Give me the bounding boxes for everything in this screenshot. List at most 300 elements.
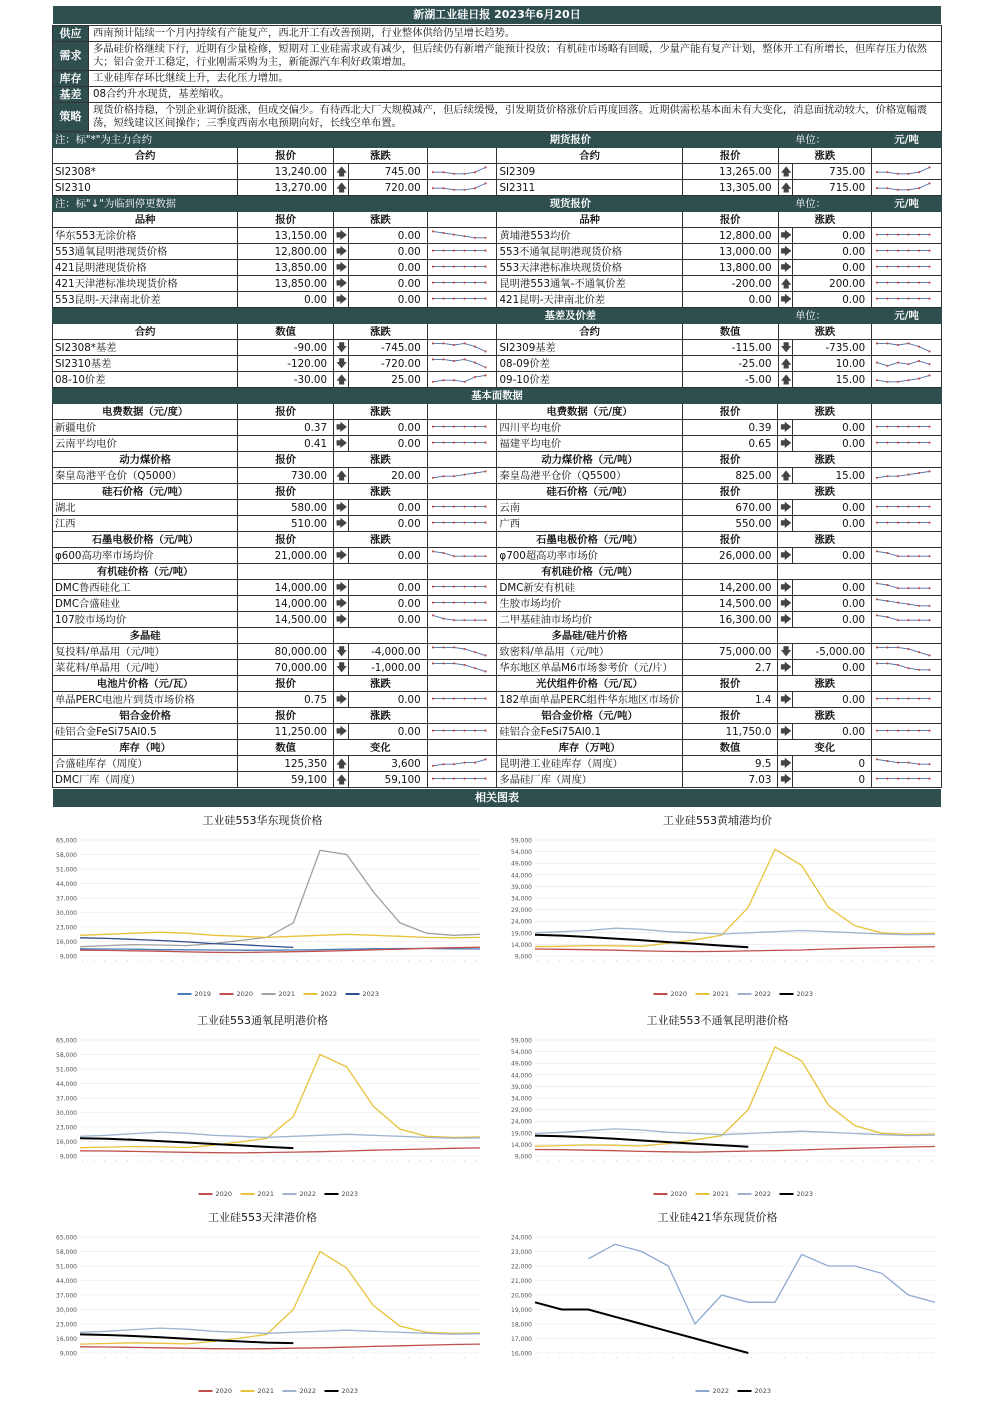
x-tick-mark: · — [715, 1160, 722, 1162]
column-header: 报价 — [682, 212, 778, 228]
section-title: 基本面数据 — [53, 389, 942, 404]
sparkline-point — [474, 522, 476, 524]
sub-header: 多晶硅 — [53, 628, 238, 644]
arrow-right-icon: 🡆 — [778, 724, 793, 740]
sub-header: 石墨电极价格（元/吨） — [497, 532, 682, 548]
column-header: 涨跌 — [778, 148, 872, 164]
sparkline-point — [897, 619, 899, 621]
item-change: 0 — [792, 772, 871, 788]
x-tick-mark: · — [636, 1357, 643, 1359]
item-value: 125,350 — [238, 756, 334, 772]
x-tick-mark: · — [158, 1160, 165, 1162]
sparkline-point — [928, 442, 930, 444]
column-header — [872, 484, 942, 500]
x-tick-mark: · — [102, 1160, 109, 1162]
arrow-right-icon: 🡆 — [334, 244, 349, 260]
section-bar — [53, 389, 942, 404]
x-tick-mark: · — [647, 960, 654, 962]
x-tick-mark: · — [417, 1357, 424, 1359]
sparkline-point — [928, 555, 930, 557]
x-tick-mark: · — [147, 1160, 154, 1162]
y-tick-label: 49,000 — [511, 1060, 532, 1068]
x-tick-mark: · — [771, 1357, 778, 1359]
sparkline-point — [908, 363, 910, 365]
legend-label: 2020 — [236, 990, 254, 998]
item-value: 0.41 — [238, 436, 334, 452]
item-name: 云南平均电价 — [53, 436, 238, 452]
column-header — [778, 628, 872, 644]
item-value: 510.00 — [238, 516, 334, 532]
x-tick-mark: · — [102, 960, 109, 962]
column-header — [238, 564, 334, 580]
item-change: 3,600 — [348, 756, 427, 772]
trend-sparkline — [872, 756, 942, 772]
column-header — [872, 740, 942, 756]
legend-label: 2021 — [257, 1190, 275, 1198]
item-name: 致密料/单晶用（元/吨） — [497, 644, 682, 660]
sparkline-point — [928, 587, 930, 589]
sparkline — [877, 167, 930, 173]
column-header: 报价 — [238, 404, 334, 420]
x-tick-mark: · — [203, 1160, 210, 1162]
sparkline-point — [897, 234, 899, 236]
arrow-right-icon: 🡆 — [334, 500, 349, 516]
summary-row — [53, 87, 942, 103]
item-name: 江西 — [53, 516, 238, 532]
sparkline-point — [876, 477, 878, 479]
trend-sparkline — [872, 692, 942, 708]
x-tick-mark: · — [681, 960, 688, 962]
item-name: DMC鲁西硅化工 — [53, 580, 238, 596]
item-name: 182单面单晶PERC组件华东地区市场价 — [497, 692, 682, 708]
x-tick-mark: · — [91, 1357, 98, 1359]
item-change: 59,100 — [348, 772, 427, 788]
x-tick-mark: · — [338, 1357, 345, 1359]
trend-sparkline — [872, 244, 942, 260]
x-tick-mark: · — [260, 1357, 267, 1359]
sparkline-point — [463, 698, 465, 700]
sparkline-point — [876, 298, 878, 300]
x-tick-mark: · — [917, 1160, 924, 1162]
x-tick-mark: · — [271, 1160, 278, 1162]
table-row — [53, 644, 942, 660]
sparkline-point — [918, 555, 920, 557]
sparkline-point — [484, 282, 486, 284]
sparkline — [433, 551, 486, 556]
y-tick-label: 21,000 — [511, 1278, 532, 1285]
item-change: 0.00 — [792, 500, 871, 516]
sparkline — [877, 583, 930, 588]
sparkline-point — [897, 555, 899, 557]
x-tick-mark: · — [838, 1357, 845, 1359]
x-tick-mark: · — [248, 1160, 255, 1162]
column-header: 涨跌 — [778, 676, 872, 692]
sparkline-point — [484, 250, 486, 252]
series-line-2022 — [535, 1129, 935, 1136]
item-change: 20.00 — [348, 468, 427, 484]
arrow-up-icon: 🡅 — [778, 372, 793, 388]
item-name: 华东553无涂价格 — [53, 228, 238, 244]
item-change: 720.00 — [348, 180, 427, 196]
sparkline-point — [453, 602, 455, 604]
unit-label: 单位： — [793, 133, 872, 148]
item-value: 11,750.0 — [682, 724, 778, 740]
item-value: 14,000.00 — [238, 580, 334, 596]
sparkline-point — [474, 667, 476, 669]
x-tick-mark: · — [158, 960, 165, 962]
arrow-right-icon: 🡆 — [778, 660, 793, 676]
x-tick-mark: · — [557, 1160, 564, 1162]
trend-sparkline — [872, 180, 942, 196]
summary-label: 供应 — [53, 26, 89, 42]
x-tick-mark: · — [350, 960, 357, 962]
arrow-right-icon: 🡆 — [334, 276, 349, 292]
x-tick-mark: · — [91, 960, 98, 962]
x-tick-mark: · — [895, 1357, 902, 1359]
x-tick-mark: · — [305, 1160, 312, 1162]
item-value: 7.03 — [682, 772, 778, 788]
x-tick-mark: · — [568, 960, 575, 962]
trend-sparkline — [872, 164, 942, 180]
x-tick-mark: · — [305, 960, 312, 962]
column-header — [427, 324, 497, 340]
sparkline-point — [453, 344, 455, 346]
sparkline-point — [887, 266, 889, 268]
sparkline-point — [876, 234, 878, 236]
x-tick-mark: · — [883, 960, 890, 962]
x-tick-mark: · — [613, 1357, 620, 1359]
sparkline-point — [929, 363, 931, 365]
arrow-right-icon: 🡆 — [778, 596, 793, 612]
column-header: 报价 — [238, 212, 334, 228]
sparkline-point — [886, 616, 888, 618]
chart-plot — [495, 1223, 940, 1399]
table-row — [53, 548, 942, 564]
sparkline-point — [897, 344, 899, 346]
sparkline-point — [908, 266, 910, 268]
sparkline-point — [474, 619, 476, 621]
column-header — [872, 564, 942, 580]
line-chart — [40, 1209, 485, 1399]
item-name: SI2311 — [497, 180, 682, 196]
sparkline-point — [886, 442, 888, 444]
x-tick-mark: · — [692, 1357, 699, 1359]
x-tick-mark: · — [872, 1160, 879, 1162]
sparkline-point — [432, 442, 434, 444]
sparkline-point — [442, 250, 444, 252]
column-header: 合约 — [53, 324, 238, 340]
sparkline-point — [484, 619, 486, 621]
summary-text: 西南预计陆续一个月内持续有产能复产，西北开工有改善预期，行业整体供给仍呈增长趋势。 — [89, 26, 942, 42]
sparkline-point — [484, 670, 486, 672]
unit-label: 单位： — [793, 309, 872, 324]
y-tick-label: 24,000 — [511, 918, 532, 926]
x-tick-mark: · — [557, 960, 564, 962]
x-tick-mark: · — [451, 960, 458, 962]
y-tick-label: 19,000 — [511, 930, 532, 938]
arrow-right-icon: 🡆 — [778, 500, 793, 516]
table-row — [53, 500, 942, 516]
sparkline-point — [484, 586, 486, 588]
sparkline-point — [876, 266, 878, 268]
x-tick-mark: · — [316, 1357, 323, 1359]
chart-title: 工业硅553黄埔港均价 — [663, 814, 772, 827]
trend-sparkline — [427, 356, 497, 372]
sparkline-point — [887, 381, 889, 383]
trend-sparkline — [872, 500, 942, 516]
sparkline-point — [432, 506, 434, 508]
column-header: 报价 — [682, 676, 778, 692]
sparkline-point — [908, 250, 910, 252]
sparkline-point — [432, 778, 434, 780]
x-tick-mark: · — [827, 1160, 834, 1162]
trend-sparkline — [427, 548, 497, 564]
sparkline-point — [918, 234, 920, 236]
item-value: 13,800.00 — [682, 260, 778, 276]
item-change: 0.00 — [792, 612, 871, 628]
sparkline — [877, 759, 930, 764]
x-tick-mark: · — [102, 1357, 109, 1359]
sparkline-point — [453, 298, 455, 300]
sparkline-point — [453, 778, 455, 780]
item-value: -115.00 — [682, 340, 778, 356]
column-header: 报价 — [238, 148, 334, 164]
sparkline-point — [463, 555, 465, 557]
sparkline-point — [876, 758, 878, 760]
trend-sparkline — [427, 276, 497, 292]
x-tick-mark: · — [872, 1357, 879, 1359]
item-change: 0.00 — [793, 260, 872, 276]
sparkline-point — [929, 266, 931, 268]
y-tick-label: 16,000 — [56, 1336, 77, 1343]
item-name: 湖北 — [53, 500, 238, 516]
item-name: 昆明港553通氧-不通氧价差 — [497, 276, 682, 292]
sub-header: 光伏组件价格（元/瓦） — [497, 676, 682, 692]
column-header: 合约 — [497, 148, 682, 164]
x-tick-mark: · — [181, 1160, 188, 1162]
y-tick-label: 23,000 — [56, 1124, 77, 1132]
x-tick-mark: · — [181, 1357, 188, 1359]
x-tick-mark: · — [625, 960, 632, 962]
x-tick-mark: · — [338, 1160, 345, 1162]
sparkline-point — [453, 555, 455, 557]
item-value: 1.4 — [682, 692, 778, 708]
line-chart — [495, 812, 940, 1002]
y-tick-label: 23,000 — [511, 1249, 532, 1256]
sparkline-point — [432, 381, 434, 383]
sparkline-point — [887, 171, 889, 173]
sparkline-point — [897, 250, 899, 252]
basis-table — [52, 308, 942, 388]
sparkline-point — [442, 618, 444, 620]
y-tick-label: 9,000 — [514, 1153, 532, 1161]
x-tick-mark: · — [838, 1160, 845, 1162]
chart-plot — [40, 1223, 485, 1399]
sparkline-point — [484, 555, 486, 557]
trend-sparkline — [427, 468, 497, 484]
sparkline-point — [897, 282, 899, 284]
sparkline-point — [918, 522, 920, 524]
trend-sparkline — [872, 372, 942, 388]
x-tick-mark: · — [591, 960, 598, 962]
column-header: 数值 — [682, 324, 778, 340]
item-value: 0.39 — [682, 420, 778, 436]
arrow-up-icon: 🡅 — [778, 164, 793, 180]
sparkline-point — [897, 362, 899, 364]
item-value: 13,000.00 — [682, 244, 778, 260]
x-tick-mark: · — [872, 960, 879, 962]
sparkline-point — [484, 778, 486, 780]
table-row — [53, 372, 942, 388]
sparkline-point — [907, 698, 909, 700]
sparkline-point — [474, 506, 476, 508]
item-value: -120.00 — [238, 356, 334, 372]
sparkline-point — [907, 778, 909, 780]
sub-header-row — [53, 404, 942, 420]
table-row — [53, 164, 942, 180]
trend-sparkline — [427, 164, 497, 180]
sparkline-point — [453, 586, 455, 588]
section-title: 现货报价 — [348, 197, 792, 212]
column-header: 报价 — [682, 708, 778, 724]
arrow-up-icon: 🡅 — [334, 164, 349, 180]
sparkline-point — [918, 669, 920, 671]
item-change: 15.00 — [792, 468, 871, 484]
x-tick-mark: · — [293, 960, 300, 962]
y-tick-label: 51,000 — [56, 866, 77, 874]
sparkline-point — [918, 619, 920, 621]
sparkline-point — [463, 762, 465, 764]
sparkline-point — [432, 342, 434, 344]
sparkline-point — [897, 506, 899, 508]
item-change: 15.00 — [793, 372, 872, 388]
column-header: 报价 — [682, 484, 778, 500]
y-tick-label: 58,000 — [56, 1249, 77, 1256]
sparkline-point — [907, 426, 909, 428]
x-tick-mark: · — [658, 960, 665, 962]
report — [52, 5, 942, 808]
arrow-right-icon: 🡆 — [778, 692, 793, 708]
sparkline — [877, 361, 930, 366]
x-tick-mark: · — [136, 1357, 143, 1359]
arrow-right-icon: 🡆 — [334, 420, 349, 436]
item-change: 0.00 — [348, 420, 427, 436]
item-change: 0.00 — [792, 596, 871, 612]
chart-title: 工业硅553通氧昆明港价格 — [197, 1014, 328, 1027]
section-bar — [53, 133, 942, 148]
item-value: 0.75 — [238, 692, 334, 708]
trend-sparkline — [427, 340, 497, 356]
sparkline-point — [484, 298, 486, 300]
sparkline-point — [887, 298, 889, 300]
sparkline-point — [432, 614, 434, 616]
x-tick-mark: · — [474, 1160, 480, 1162]
x-tick-mark: · — [170, 1160, 177, 1162]
summary-text: 现货价格持稳，个别企业调价挺涨，但成交偏少。有待西北大厂大规模减产，但后续缓慢，引发期货价格涨价后再度回落。近期供需松基本面未有大变化，消息面扰动较大，价格宽幅震荡，短线建议区间操作；三季度西南水电预期向好，长线空单布置。 — [89, 103, 942, 132]
sub-header-row — [53, 628, 942, 644]
x-tick-mark: · — [613, 960, 620, 962]
sparkline-point — [908, 282, 910, 284]
item-change: 0.00 — [792, 436, 871, 452]
legend-label: 2023 — [796, 1190, 814, 1198]
sparkline-point — [918, 472, 920, 474]
item-value: 11,250.00 — [238, 724, 334, 740]
sparkline-point — [876, 342, 878, 344]
item-change: 735.00 — [793, 164, 872, 180]
x-tick-mark: · — [237, 960, 244, 962]
item-change: 0.00 — [792, 420, 871, 436]
sparkline-point — [876, 582, 878, 584]
arrow-right-icon: 🡆 — [334, 260, 349, 276]
x-tick-mark: · — [91, 1160, 98, 1162]
x-tick-mark: · — [125, 1160, 132, 1162]
x-tick-mark: · — [703, 960, 710, 962]
x-tick-mark: · — [535, 960, 541, 962]
column-header: 变化 — [334, 740, 428, 756]
item-change: 745.00 — [348, 164, 427, 180]
column-header: 涨跌 — [778, 212, 872, 228]
column-header: 涨跌 — [778, 484, 872, 500]
arrow-right-icon: 🡆 — [334, 580, 349, 596]
table-row — [53, 724, 942, 740]
summary-text: 工业硅库存环比继续上升，去化压力增加。 — [89, 71, 942, 87]
item-change: 0.00 — [348, 276, 427, 292]
sparkline-point — [876, 379, 878, 381]
arrow-right-icon: 🡆 — [334, 516, 349, 532]
item-value: 2.7 — [682, 660, 778, 676]
sparkline — [877, 471, 930, 477]
series-line-2020 — [535, 1147, 935, 1153]
sparkline-point — [897, 587, 899, 589]
sparkline-point — [918, 187, 920, 189]
sparkline-point — [442, 298, 444, 300]
x-tick-mark: · — [203, 960, 210, 962]
sparkline-point — [474, 362, 476, 364]
x-tick-mark: · — [428, 960, 435, 962]
sparkline-point — [897, 381, 899, 383]
item-change: 0.00 — [348, 692, 427, 708]
x-tick-mark: · — [271, 960, 278, 962]
x-tick-mark: · — [113, 1160, 120, 1162]
trend-sparkline — [427, 372, 497, 388]
column-header — [334, 628, 428, 644]
legend-label: 2023 — [341, 1190, 359, 1198]
x-tick-mark: · — [602, 1357, 609, 1359]
x-tick-mark: · — [906, 1357, 913, 1359]
sparkline-point — [929, 374, 931, 376]
trend-sparkline — [872, 292, 942, 308]
trend-sparkline — [872, 436, 942, 452]
y-tick-label: 54,000 — [511, 849, 532, 857]
y-tick-label: 29,000 — [511, 907, 532, 915]
item-name: 秦皇岛港平仓价（Q5000） — [53, 468, 238, 484]
item-name: 553不通氧昆明港现货价格 — [497, 244, 682, 260]
sparkline-point — [886, 475, 888, 477]
sparkline-point — [474, 426, 476, 428]
trend-sparkline — [427, 660, 497, 676]
x-tick-mark: · — [838, 960, 845, 962]
line-chart — [40, 1012, 485, 1202]
sparkline-point — [918, 378, 920, 380]
x-tick-mark: · — [760, 960, 767, 962]
sparkline-point — [918, 360, 920, 362]
sub-header: 库存（吨） — [53, 740, 238, 756]
chart-title: 工业硅421华东现货价格 — [657, 1211, 778, 1224]
sparkline-point — [453, 698, 455, 700]
unit-value: 元/吨 — [872, 309, 942, 324]
y-tick-label: 58,000 — [56, 1052, 77, 1059]
column-header — [334, 564, 428, 580]
